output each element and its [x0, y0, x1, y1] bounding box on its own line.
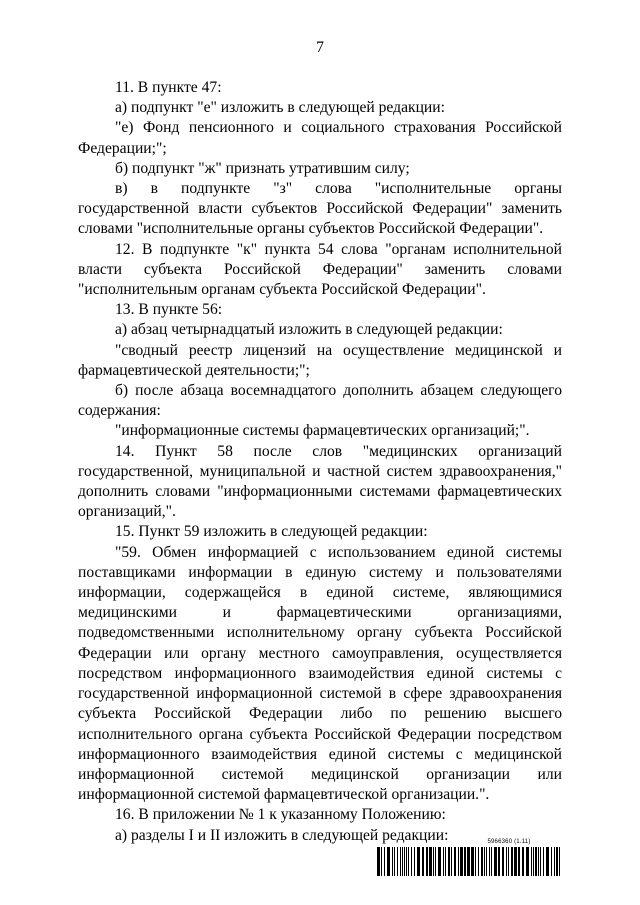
document-body	[78, 78, 562, 846]
page-number: 7	[316, 39, 324, 56]
paragraph: 16. В приложении № 1 к указанному Положению:	[115, 806, 446, 824]
paragraph: 11. В пункте 47:	[115, 79, 222, 96]
paragraph: а) подпункт "е" изложить в следующей редакции:	[115, 99, 445, 117]
paragraph: "е) Фонд пенсионного и социального страхования Российской Федерации;";	[78, 119, 562, 157]
paragraph: а) абзац четырнадцатый изложить в следующей редакции:	[115, 321, 503, 339]
paragraph: "информационные системы фармацевтических организаций;".	[115, 422, 530, 440]
paragraph: "сводный реестр лицензий на осуществление медицинской и фармацевтической деятельности;";	[78, 341, 562, 379]
paragraph: а) разделы I и II изложить в следующей редакции:	[115, 826, 449, 844]
document-code: 5966360 (1.11)	[487, 839, 531, 845]
paragraph: 14. Пункт 58 после слов "медицинских организаций государственной, муниципальной и частной систем здравоохранения," дополнить словами "информационными системами фармацевтических организаций,".	[78, 442, 562, 521]
paragraph: 12. В подпункте "к" пункта 54 слова "органам исполнительной власти субъекта Российской Федерации" заменить словами "исполнительным органам субъекта Российской Федерации".	[78, 240, 562, 299]
paragraph: 15. Пункт 59 изложить в следующей редакции:	[115, 523, 428, 541]
paragraph: в) в подпункте "з" слова "исполнительные органы государственной власти субъектов Российской Федерации" заменить словами "исполнительные органы субъектов Российской Федерации".	[78, 180, 562, 238]
paragraph: б) после абзаца восемнадцатого дополнить абзацем следующего содержания:	[78, 382, 562, 420]
barcode-icon	[377, 847, 562, 876]
paragraph: б) подпункт "ж" признать утратившим силу;	[115, 159, 410, 177]
paragraph: 13. В пункте 56:	[115, 301, 223, 319]
paragraph: "59. Обмен информацией с использованием единой системы поставщиками информации в единую систему и пользователями информации, содержащейся в единой системе, являющимися медицинскими и фармацевтическими организациями, подведомственными исполнительному органу субъекта Российской Федерации или органу местного самоуправления, осуществляется посредством информационного взаимодействия единой системы с государственной информационной системой в сфере здравоохранения субъекта Российской Федерации либо по решению высшего исполнительного органа субъекта Российской Федерации посредством информационного взаимодействия единой системы с медицинской информационной системой медицинской организации или информационной системой фармацевтической организации.".	[78, 543, 562, 804]
